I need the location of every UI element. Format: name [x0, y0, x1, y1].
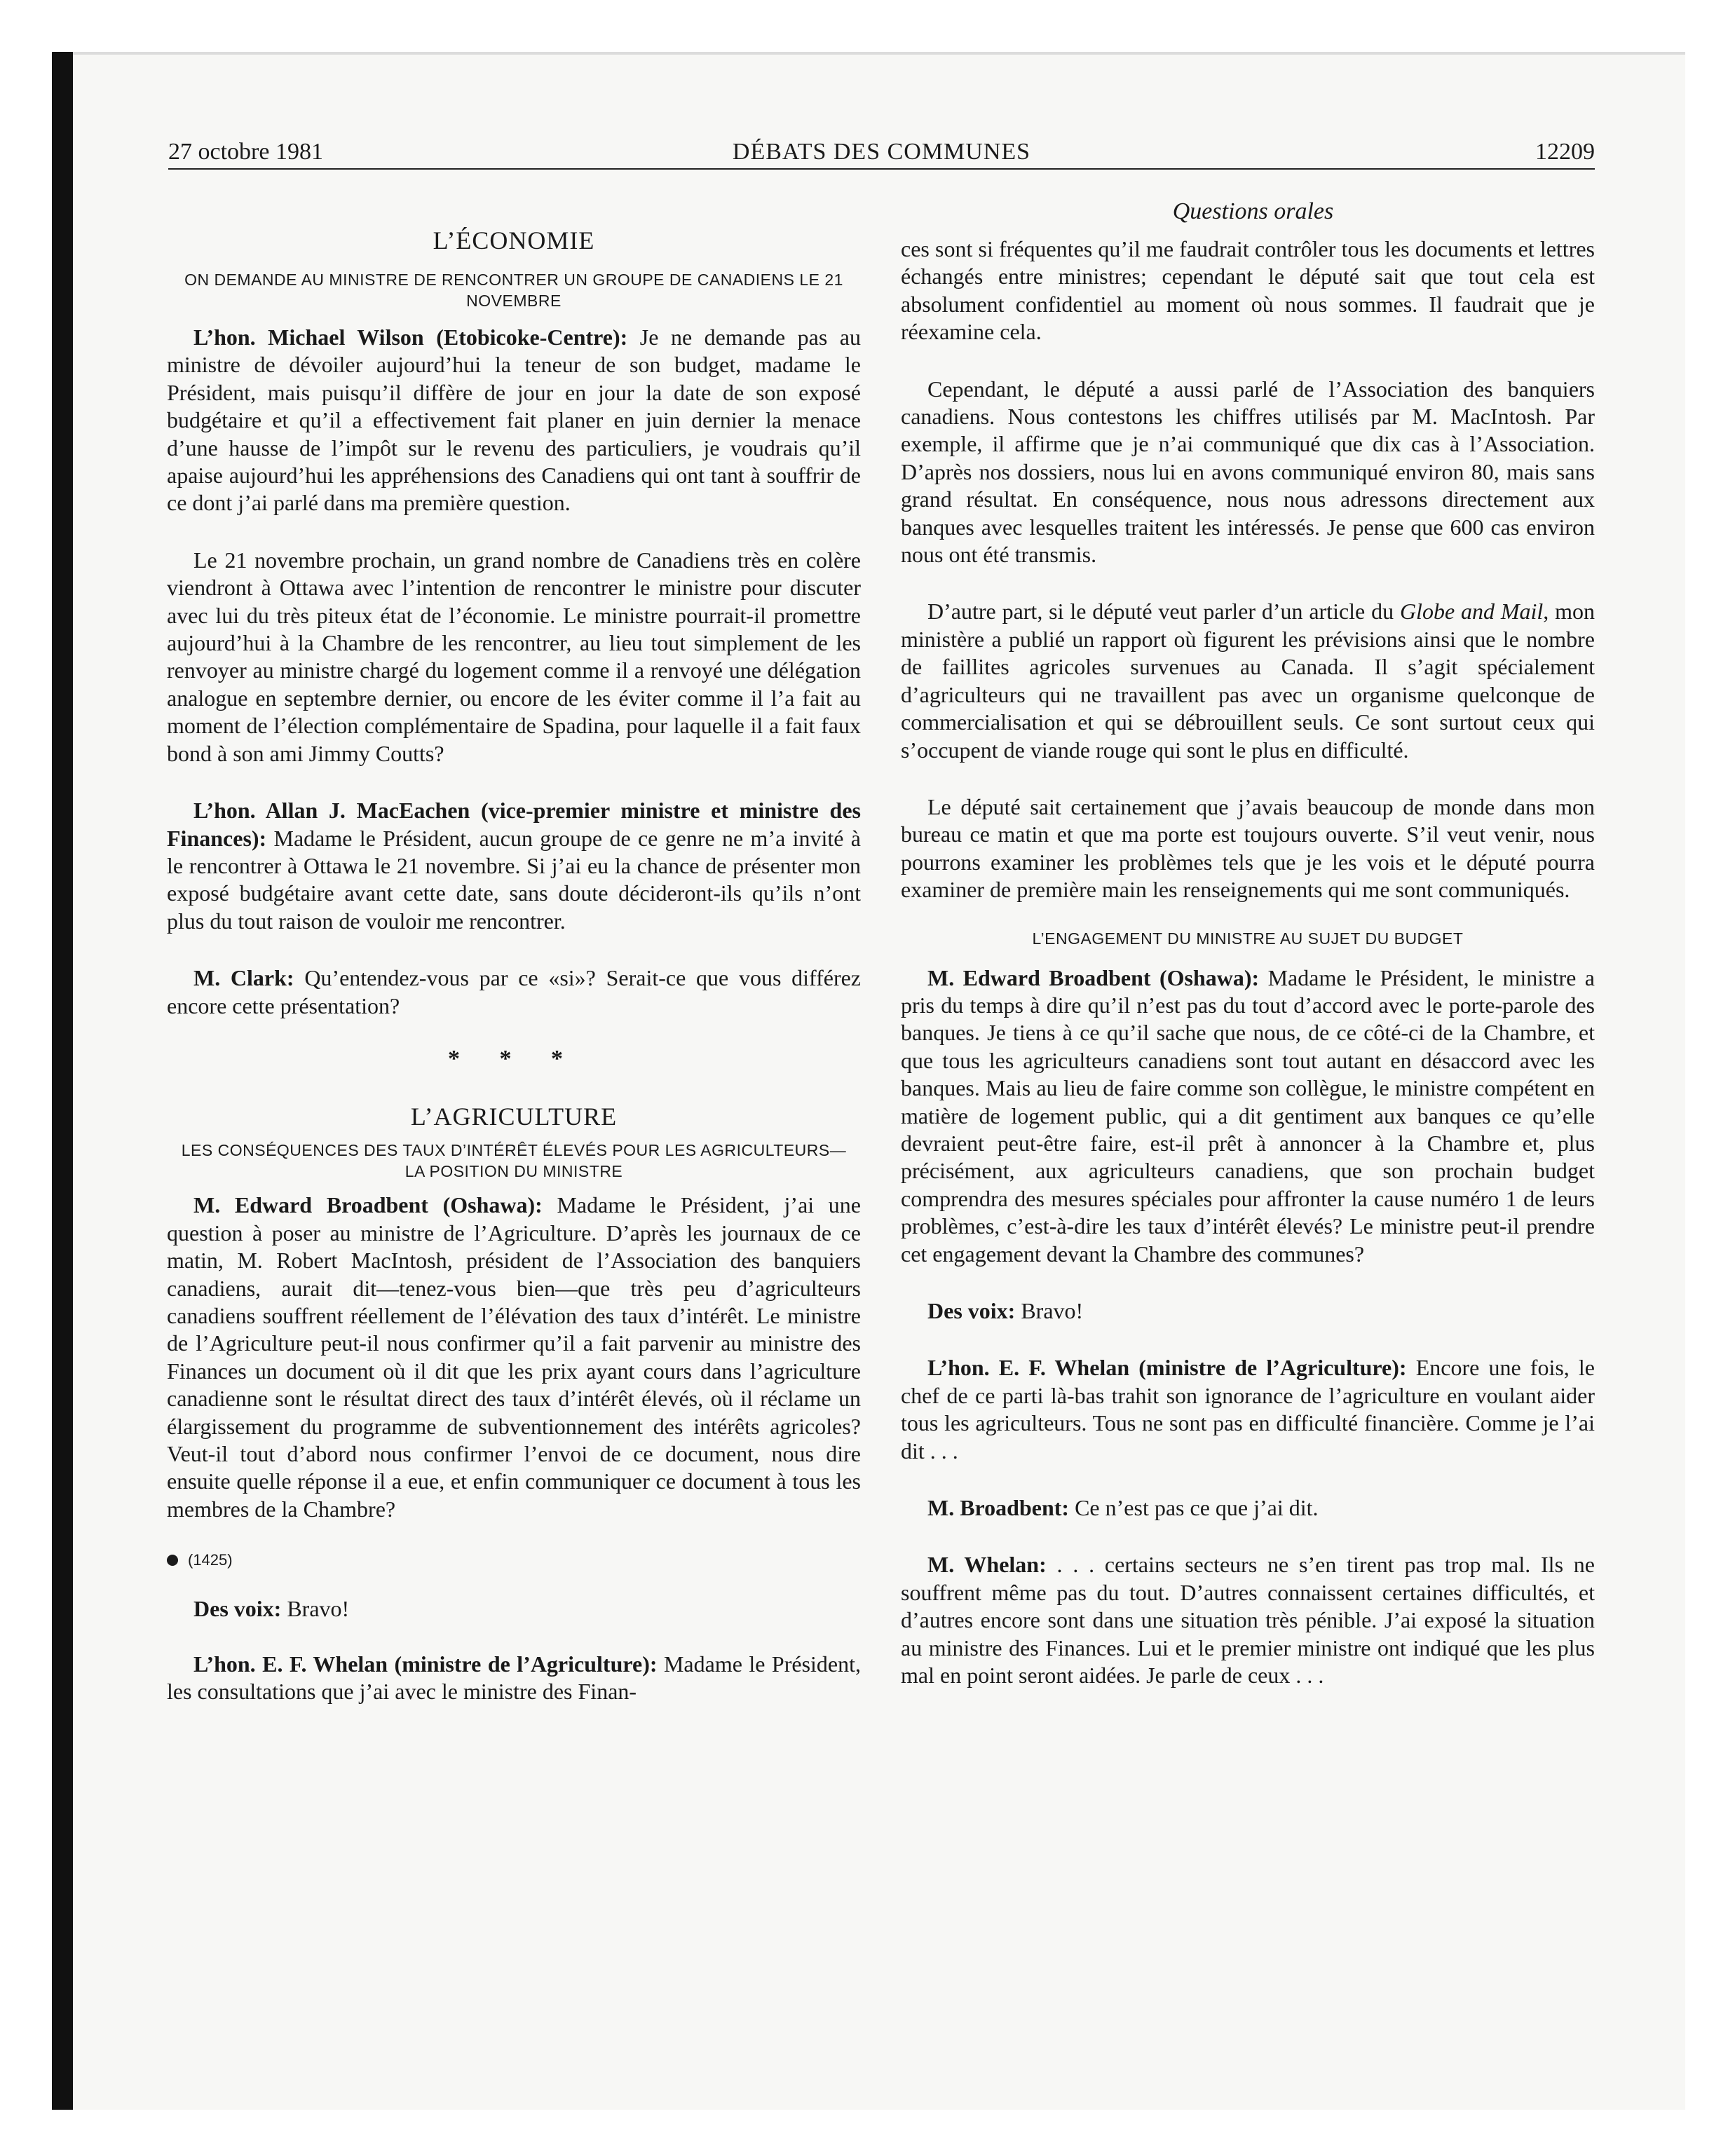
subhead-engagement: L’ENGAGEMENT DU MINISTRE AU SUJET DU BUDGET — [1032, 929, 1464, 948]
paragraph — [901, 1354, 1595, 1465]
running-head: Questions orales — [1172, 198, 1334, 224]
section-title-economie: L’ÉCONOMIE — [433, 226, 595, 254]
speech-text: Ce n’est pas ce que j’ai dit. — [1069, 1495, 1319, 1521]
paragraph: ces sont si fréquentes qu’il me faudrait contrôler tous les documents et lettres échangés entre ministres; cependant le député sait que tout cela est absolument confidentiel au moment où nous sommes. Il faudrait que je réexamine cela. — [901, 236, 1595, 345]
speaker-name: M. Whelan: — [927, 1552, 1047, 1578]
speaker-name: L’hon. Allan J. MacEachen (vice-premier ministre et ministre des Finances): — [167, 798, 861, 851]
speaker-name: M. Clark: — [193, 965, 294, 991]
speaker-name: M. Edward Broadbent (Oshawa): — [927, 964, 1260, 990]
paragraph — [167, 964, 861, 1020]
header-title: DÉBATS DES COMMUNES — [732, 139, 1031, 165]
header-page-number: 12209 — [1535, 139, 1595, 165]
speaker-name: M. Broadbent: — [927, 1495, 1070, 1521]
page-header — [168, 137, 1595, 170]
speech-text: Madame le Président, le ministre a pris du temps à dire qu’il n’est pas du tout d’accord avec le porte-parole des banques. Je tiens à ce qu’il sache que nous, de ce côté-ci de la Chambre, et que tous les agriculteurs canadiens sont tout autant en désaccord avec les banques. Mais au lieu de faire comme son collègue, le ministre compétent en matière de logement public, qui a dit gentiment aux banques ce qu’elle devraient peut-être faire, est-il prêt à annoncer à la Chambre et, plus précisément, aux agriculteurs canadiens, que son prochain budget comprendra des mesures spéciales pour affronter la cause numéro 1 de leurs problèmes, c’est-à-dire les taux d’intérêt élevés? Le ministre peut-il prendre cet engagement devant la Chambre des communes? — [901, 964, 1595, 1267]
speaker-name: Des voix: — [927, 1298, 1016, 1323]
paragraph — [901, 1551, 1595, 1689]
paragraph — [167, 1651, 861, 1706]
paragraph — [901, 1297, 1595, 1325]
speaker-name: L’hon. E. F. Whelan (ministre de l’Agriculture): — [927, 1355, 1407, 1381]
paragraph — [901, 598, 1595, 763]
section-title-agriculture: L’AGRICULTURE — [410, 1103, 618, 1131]
header-rule — [168, 168, 1595, 170]
speech-text: , mon ministère a publié un rapport où figurent les prévisions ainsi que le nombre de faillites agricoles survenues au Canada. Il s’agit spécialement d’agriculteurs qui ne travaillent pas avec un organisme quelconque de commercialisation et qui se débrouillent seuls. Ce sont surtout ceux qui s’occupent de viande rouge qui sont le plus en difficulté. — [901, 599, 1595, 763]
subhead-taux-interet: LES CONSÉQUENCES DES TAUX D’INTÉRÊT ÉLEVÉS POUR LES AGRICULTEURS—LA POSITION DU MINISTRE — [181, 1141, 847, 1181]
bullet-icon — [167, 1555, 178, 1566]
speech-text: Madame le Président, les consultations que j’ai avec le ministre des Finan- — [167, 1651, 861, 1705]
speech-text: Madame le Président, j’ai une question à poser au ministre de l’Agriculture. D’après les journaux de ce matin, M. Robert MacIntosh, président de l’Association des banquiers canadiens, aurait dit—tenez-vous bien—que très peu d’agriculteurs canadiens souffrent réellement de l’élévation des taux d’intérêt. Le ministre de l’Agriculture peut-il nous confirmer qu’il a fait parvenir au ministre des Finances un document où il dit que les prix ayant cours dans l’agriculture canadienne sont le résultat direct des taux d’intérêt élevés, où il réclame un élargissement du programme de subventionnement des intérêts agricoles? Veut-il tout d’abord nous confirmer l’envoi de ce document, nous dire ensuite quelle réponse il a eue, et enfin communiquer ce document à tous les membres de la Chambre? — [167, 1192, 861, 1522]
paragraph: Le 21 novembre prochain, un grand nombre de Canadiens très en colère viendront à Ottawa avec l’intention de rencontrer le ministre pour discuter avec lui du très piteux état de l’économie. Le ministre pourrait-il promettre aujourd’hui à la Chambre de les rencontrer, au lieu tout simplement de les renvoyer au ministre chargé du logement comme il a renvoyé une délégation analogue en septembre dernier, ou encore de les éviter comme il l’a fait au moment de l’élection complémentaire de Spadina, pour laquelle il a fait faux bond à son ami Jimmy Coutts? — [167, 547, 861, 766]
paragraph — [901, 1494, 1595, 1522]
speech-text: . . . certains secteurs ne s’en tirent pas trop mal. Ils ne souffrent même pas du tout. D’autres connaissent certaines difficultés, et d’autres encore sont dans une situation très pénible. J’ai exposé la situation au ministre des Finances. Lui et le premier ministre ont indiqué que les plus mal en point seront aidées. Je parle de ceux . . . — [901, 1552, 1595, 1688]
speech-text: Bravo! — [281, 1595, 350, 1621]
scan-border — [52, 52, 73, 2110]
left-column — [167, 224, 861, 1706]
speaker-name: Des voix: — [193, 1595, 282, 1621]
speech-text: Encore une fois, le chef de ce parti là-bas trahit son ignorance de l’agriculture en voulant aider tous les agriculteurs. Tous ne sont pas en difficulté financière. Comme je l’ai dit . . . — [901, 1355, 1595, 1464]
paragraph — [901, 964, 1595, 1268]
subhead-rencontre: ON DEMANDE AU MINISTRE DE RENCONTRER UN GROUPE DE CANADIENS LE 21 NOVEMBRE — [184, 271, 843, 310]
right-column — [901, 236, 1595, 1689]
speech-text: Bravo! — [1015, 1298, 1084, 1323]
header-date: 27 octobre 1981 — [168, 139, 323, 165]
paragraph: Le député sait certainement que j’avais beaucoup de monde dans mon bureau ce matin et que ma porte est toujours ouverte. S’il veut venir, nous pourrons examiner les problèmes tels que je les vois et le député pourra examiner de première main les renseignements qui me sont communiqués. — [901, 793, 1595, 903]
speaker-name: M. Edward Broadbent (Oshawa): — [193, 1192, 543, 1218]
speaker-name: L’hon. Michael Wilson (Etobicoke-Centre): — [193, 325, 628, 350]
paragraph: Cependant, le député a aussi parlé de l’Association des banquiers canadiens. Nous contestons les chiffres utilisés par M. MacIntosh. Par exemple, il affirme que je n’ai communiqué que dix cas à l’Association. D’après nos dossiers, nous lui en avons communiqué environ 80, mais sans grand résultat. En conséquence, nous nous adressons directement aux banques avec lesquelles traitent les intéressés. Je pense que 600 cas environ nous ont été transmis. — [901, 376, 1595, 568]
timestamp: (1425) — [188, 1551, 233, 1569]
speech-text: Je ne demande pas au ministre de dévoiler aujourd’hui la teneur de son budget, madame le Président, mais puisqu’il diffère de jour en jour la date de son exposé budgétaire et qu’il a effectivement fait planer en juin dernier la menace d’une hausse de l’impôt sur le revenu des particuliers, je voudrais qu’il apaise aujourd’hui les appréhensions des Canadiens qui ont tant à souffrir de ce dont j’ai parlé dans ma première question. — [167, 325, 862, 516]
section-separator: * * * — [448, 1045, 580, 1072]
paragraph — [167, 324, 861, 517]
speech-text: D’autre part, si le député veut parler d’un article du — [927, 599, 1400, 625]
speaker-name: L’hon. E. F. Whelan (ministre de l’Agriculture): — [193, 1651, 658, 1677]
timestamp-line — [167, 1544, 861, 1574]
paragraph — [167, 1595, 861, 1623]
paragraph — [167, 797, 861, 935]
paragraph — [167, 1192, 861, 1523]
newspaper-title: Globe and Mail — [1399, 599, 1544, 625]
speech-text: Madame le Président, aucun groupe de ce genre ne m’a invité à le rencontrer à Ottawa le 21 novembre. Si j’ai eu la chance de présenter mon exposé budgétaire avant cette date, sans doute décideront-ils qu’ils n’ont plus du tout raison de vouloir me rencontrer. — [167, 825, 861, 934]
speech-text: Qu’entendez-vous par ce «si»? Serait-ce que vous différez encore cette présentation? — [167, 965, 862, 1018]
